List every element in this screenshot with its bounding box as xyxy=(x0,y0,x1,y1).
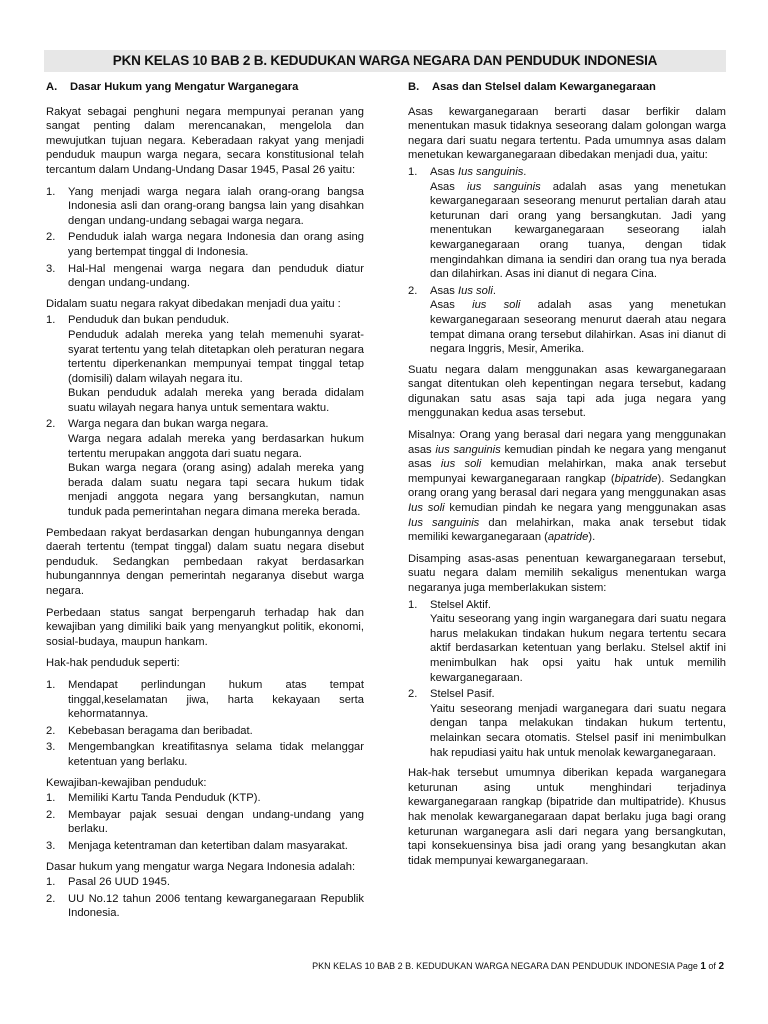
section-b-title: Asas dan Stelsel dalam Kewarganegaraan xyxy=(432,81,656,93)
list-text xyxy=(68,313,364,415)
list-number: 1. xyxy=(46,876,56,889)
item-paragraph: Bukan penduduk adalah mereka yang berada didalam suatu wilayah negara hanya untuk sementara waktu. xyxy=(68,387,364,414)
list-number: 2. xyxy=(46,808,56,821)
list-text: Membayar pajak sesuai dengan undang-undang yang berlaku. xyxy=(68,808,364,836)
list-text: Menjaga ketentraman dan ketertiban dalam masyarakat. xyxy=(68,839,348,852)
suatu-negara-paragraph: Suatu negara dalam menggunakan asas kewarganegaraan sangat ditentukan oleh kepentingan negara tersebut, kadang digunakan satu asas saja tapi ada juga negara yang menggunakan kedua asas tersebut. xyxy=(408,363,726,420)
list-item xyxy=(46,791,364,806)
hak-title: Hak-hak penduduk seperti: xyxy=(46,657,180,670)
section-a-heading xyxy=(46,80,364,95)
page-footer xyxy=(312,961,724,972)
pasal-list xyxy=(46,185,364,291)
section-a-title: Dasar Hukum yang Mengatur Warganegara xyxy=(70,81,299,93)
list-number: 3. xyxy=(46,741,56,754)
asas-list xyxy=(408,165,726,357)
list-item xyxy=(408,598,726,686)
list-item xyxy=(408,687,726,760)
list-item xyxy=(46,230,364,259)
section-b-letter: B. xyxy=(408,81,420,93)
section-a-letter: A. xyxy=(46,81,58,93)
list-number: 1. xyxy=(46,185,56,198)
list-text xyxy=(430,284,726,357)
item-paragraph: Yaitu seseorang menjadi warganegara dari suatu negara dengan tanpa melakukan tindakan hukum tertentu, melainkan secara otomatis. Stelsel pasif ini menimbulkan hak repudiasi yaitu hak untuk menolak kewarganegaraan. xyxy=(430,702,726,759)
list-number: 1. xyxy=(46,314,56,327)
kewajiban-title: Kewajiban-kewajiban penduduk: xyxy=(46,776,207,789)
list-number: 1. xyxy=(46,678,56,691)
left-column xyxy=(46,80,364,927)
kewajiban-list xyxy=(46,791,364,853)
list-number: 2. xyxy=(46,231,56,244)
list-item xyxy=(46,740,364,769)
hak-list xyxy=(46,678,364,770)
list-text xyxy=(68,417,364,519)
rakyat-list xyxy=(46,313,364,519)
list-item xyxy=(46,262,364,291)
list-item xyxy=(46,808,364,837)
section-b-heading xyxy=(408,80,726,95)
item-title: Warga negara dan bukan warga negara. xyxy=(68,418,269,431)
list-number: 1. xyxy=(46,792,56,805)
list-text xyxy=(430,165,726,282)
item-title: Asas Ius soli. xyxy=(430,284,496,297)
list-text: Kebebasan beragama dan beribadat. xyxy=(68,724,253,737)
misalnya-paragraph: Misalnya: Orang yang berasal dari negara yang menggunakan asas ius sanguinis kemudian pindah ke negara yang menganut asas ius soli kemudian melahirkan, maka anak tersebut mempunyai kewarganegaraan rangkap (bipatride). Sedangkan orang orang yang berasal dari negara yang menggunakan asas Ius soli kemudian pindah ke negara yang menggunakan asas Ius sanguinis dan melahirkan, maka anak tersebut tidak memiliki kewarganegaraan (apatride). xyxy=(408,429,726,544)
list-number: 2. xyxy=(46,724,56,737)
list-text: Mengembangkan kreatifitasnya selama tidak melanggar ketentuan yang berlaku. xyxy=(68,741,364,768)
list-item xyxy=(408,284,726,357)
list-number: 2. xyxy=(408,284,418,297)
list-item xyxy=(46,678,364,722)
page-number: 1 xyxy=(700,961,706,972)
list-text: Penduduk ialah warga negara Indonesia dan orang asing yang bertempat tinggal di Indonesia. xyxy=(68,231,364,258)
list-text: Yang menjadi warga negara ialah orang-orang bangsa Indonesia asli dan orang-orang bangsa lain yang disahkan dengan undang-undang sebagai warga negara. xyxy=(68,185,364,227)
dasar-title: Dasar hukum yang mengatur warga Negara Indonesia adalah: xyxy=(46,860,356,873)
item-paragraph: Bukan warga negara (orang asing) adalah mereka yang berada dalam suatu negara tapi secara hukum tidak menjadi anggota negara yang bersangkutan, namun tunduk pada pemerintahan negara dimana mereka berada. xyxy=(68,462,364,519)
list-text: UU No.12 tahun 2006 tentang kewarganegaraan Republik Indonesia. xyxy=(68,892,364,920)
footer-text: PKN KELAS 10 BAB 2 B. KEDUDUKAN WARGA NEGARA DAN PENDUDUK INDONESIA Page xyxy=(312,961,701,971)
list-text: Hal-Hal mengenai warga negara dan penduduk diatur dengan undang-undang. xyxy=(68,262,364,290)
item-title: Stelsel Pasif. xyxy=(430,688,495,701)
list-text: Mendapat perlindungan hukum atas tempat tinggal,keselamatan jiwa, harta kekayaan serta kehormatannya. xyxy=(68,678,364,721)
asas-intro-paragraph: Asas kewarganegaraan berarti dasar berfikir dalam menentukan masuk tidaknya seseorang dalam golongan warga negara dari suatu negara tertentu. Pada umumnya asas dalam menetukan kewarganegaraan dibedakan menjadi dua, yaitu: xyxy=(408,105,726,162)
right-column xyxy=(408,80,726,875)
list-item xyxy=(46,875,364,890)
list-number: 2. xyxy=(408,688,418,701)
list-number: 3. xyxy=(46,262,56,275)
list-item xyxy=(408,165,726,282)
list-number: 1. xyxy=(408,165,418,178)
pembedaan-paragraph: Pembedaan rakyat berdasarkan dengan hubungannya dengan daerah tertentu (tempat tinggal) dalam suatu negara disebut penduduk. Sedangkan pembedaan rakyat berdasarkan hubungannnya dengan pemerintah negaranya disebut warga negara. xyxy=(46,526,364,597)
list-number: 2. xyxy=(46,418,56,431)
list-item xyxy=(46,839,364,854)
item-title: Asas Ius sanguinis. xyxy=(430,165,527,178)
document-title: PKN KELAS 10 BAB 2 B. KEDUDUKAN WARGA NEGARA DAN PENDUDUK INDONESIA xyxy=(44,50,726,72)
list-item xyxy=(46,724,364,739)
item-paragraph: Penduduk adalah mereka yang telah memenuhi syarat-syarat tertentu yang telah ditetapkan oleh peraturan negara tertentu diperkenankan mempunyai tempat tinggal tetap (domisili) dalam wilayah negara itu. xyxy=(68,328,364,385)
item-title: Stelsel Aktif. xyxy=(430,598,491,611)
list-number: 3. xyxy=(46,839,56,852)
stelsel-list xyxy=(408,598,726,761)
dibedakan-paragraph: Didalam suatu negara rakyat dibedakan menjadi dua yaitu : xyxy=(46,297,341,310)
item-paragraph: Warga negara adalah mereka yang berdasarkan hukum tertentu merupakan anggota dari suatu negara. xyxy=(68,433,364,460)
list-text xyxy=(430,598,726,686)
disamping-paragraph: Disamping asas-asas penentuan kewarganegaraan tersebut, suatu negara dalam memilih sekaligus menentukan warga negaranya juga memberlakukan sistem: xyxy=(408,552,726,594)
list-item xyxy=(46,892,364,921)
list-item xyxy=(46,185,364,229)
page-total: 2 xyxy=(718,961,724,972)
dasar-list xyxy=(46,875,364,921)
list-text: Memiliki Kartu Tanda Penduduk (KTP). xyxy=(68,792,261,805)
perbedaan-paragraph: Perbedaan status sangat berpengaruh terhadap hak dan kewajiban yang dimiliki baik yang menyangkut politik, ekonomi, sosial-budaya, maupun hankam. xyxy=(46,606,364,648)
item-paragraph: Yaitu seseorang yang ingin warganegara dari suatu negara harus melakukan tindakan hukum negara tertentu secara aktif berdasarkan ketentuan yang berlaku. Stelsel aktif ini menimbulkan hak opsi yaitu hak untuk memilih kewarganegaraan. xyxy=(430,613,726,684)
list-text xyxy=(430,687,726,760)
item-paragraph: Asas ius sanguinis adalah asas yang menetukan kewarganegaraan seseorang menurut pertalian darah atau keturunan dari orang yang bersangkutan. Jadi yang menentukan kewarganegaraan seseorang ialah kewarganegaraan orang tuanya, dengan tidak mengindahkan dimana ia sendiri dan orang tua nya berada dan dilahirkan. Asas ini dianut di negara Cina. xyxy=(430,180,726,281)
hak-tersebut-paragraph: Hak-hak tersebut umumnya diberikan kepada warganegara keturunan asing untuk menghindari terjadinya kewarganegaraan rangkap (bipatride dan multipatride). Khusus hak menolak kewarganegaraan dapat berlaku juga bagi orang keturunan warganegara asli dari negara yang bersangkutan, tapi konsekuensinya bisa jadi orang yang besangkutan akan tidak mempunyai kewarganegaraan. xyxy=(408,767,726,867)
footer-of: of xyxy=(705,961,719,971)
list-number: 1. xyxy=(408,598,418,611)
item-paragraph: Asas ius soli adalah asas yang menetukan kewarganegaraan seseorang menurut daerah atau negara tempat dimana orang tersebut dilahirkan. Asas ini dianut di negara Inggris, Mesir, Amerika. xyxy=(430,299,727,356)
intro-paragraph: Rakyat sebagai penghuni negara mempunyai peranan yang sangat penting dalam merencanakan, mengelola dan mewujutkan tujuan negara. Keberadaan rakyat yang menjadi penduduk maupun warga negara, secara konstitusional telah tercantum dalam Undang-Undang Dasar 1945, Pasal 26 yaitu: xyxy=(46,105,364,176)
item-title: Penduduk dan bukan penduduk. xyxy=(68,314,230,327)
list-item xyxy=(46,417,364,519)
list-number: 2. xyxy=(46,892,56,905)
list-item xyxy=(46,313,364,415)
list-text: Pasal 26 UUD 1945. xyxy=(68,876,170,889)
